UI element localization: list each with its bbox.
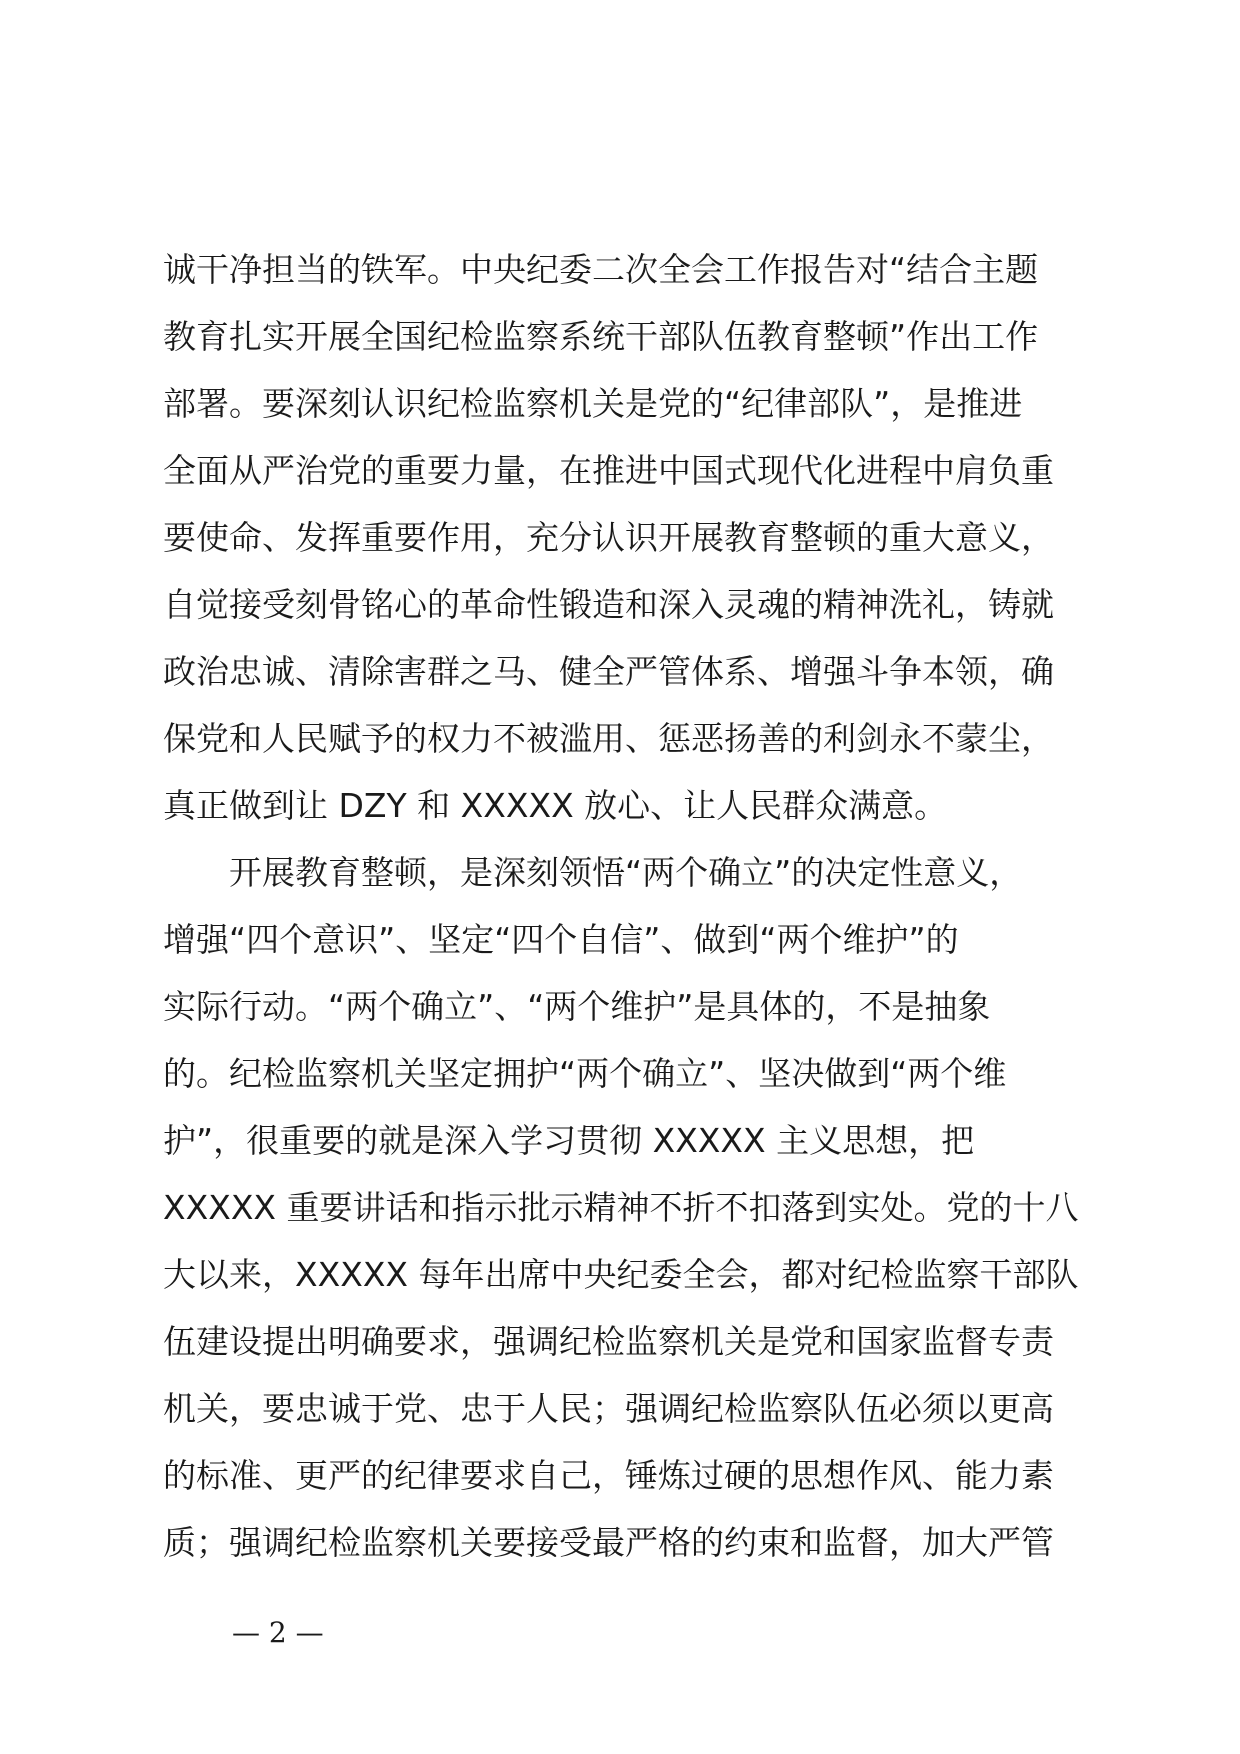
text-line: 机关，要忠诚于党、忠于人民；强调纪检监察队伍必须以更高 xyxy=(163,1389,1054,1428)
body-text xyxy=(163,236,1081,1576)
text-line: 伍建设提出明确要求，强调纪检监察机关是党和国家监督专责 xyxy=(163,1322,1054,1361)
page-number: — 2 — xyxy=(232,1616,324,1649)
text-line: 护”，很重要的就是深入学习贯彻 XXXXX 主义思想，把 xyxy=(163,1121,975,1160)
text-line: 全面从严治党的重要力量，在推进中国式现代化进程中肩负重 xyxy=(163,451,1054,490)
text-line: 自觉接受刻骨铭心的革命性锻造和深入灵魂的精神洗礼，铸就 xyxy=(163,585,1054,624)
text-line: 诚干净担当的铁军。中央纪委二次全会工作报告对“结合主题 xyxy=(163,250,1039,289)
text-line: 部署。要深刻认识纪检监察机关是党的“纪律部队”，是推进 xyxy=(163,384,1023,423)
text-line: 政治忠诚、清除害群之马、健全严管体系、增强斗争本领，确 xyxy=(163,652,1054,691)
text-line: 质；强调纪检监察机关要接受最严格的约束和监督，加大严管 xyxy=(163,1523,1054,1562)
text-line: 要使命、发挥重要作用，充分认识开展教育整顿的重大意义， xyxy=(163,518,1054,557)
text-line: XXXXX 重要讲话和指示批示精神不折不扣落到实处。党的十八 xyxy=(163,1188,1079,1227)
text-line: 的标准、更严的纪律要求自己，锤炼过硬的思想作风、能力素 xyxy=(163,1456,1054,1495)
text-line: 增强“四个意识”、坚定“四个自信”、做到“两个维护”的 xyxy=(163,920,959,959)
text-line-indented: 开展教育整顿，是深刻领悟“两个确立”的决定性意义， xyxy=(229,853,1023,892)
text-line: 实际行动。“两个确立”、“两个维护”是具体的，不是抽象 xyxy=(163,987,991,1026)
text-line: 真正做到让 DZY 和 XXXXX 放心、让人民群众满意。 xyxy=(163,786,948,825)
text-line: 保党和人民赋予的权力不被滥用、惩恶扬善的利剑永不蒙尘， xyxy=(163,719,1054,758)
text-line: 的。纪检监察机关坚定拥护“两个确立”、坚决做到“两个维 xyxy=(163,1054,1007,1093)
text-line: 大以来，XXXXX 每年出席中央纪委全会，都对纪检监察干部队 xyxy=(163,1255,1079,1294)
text-line: 教育扎实开展全国纪检监察系统干部队伍教育整顿”作出工作 xyxy=(163,317,1039,356)
